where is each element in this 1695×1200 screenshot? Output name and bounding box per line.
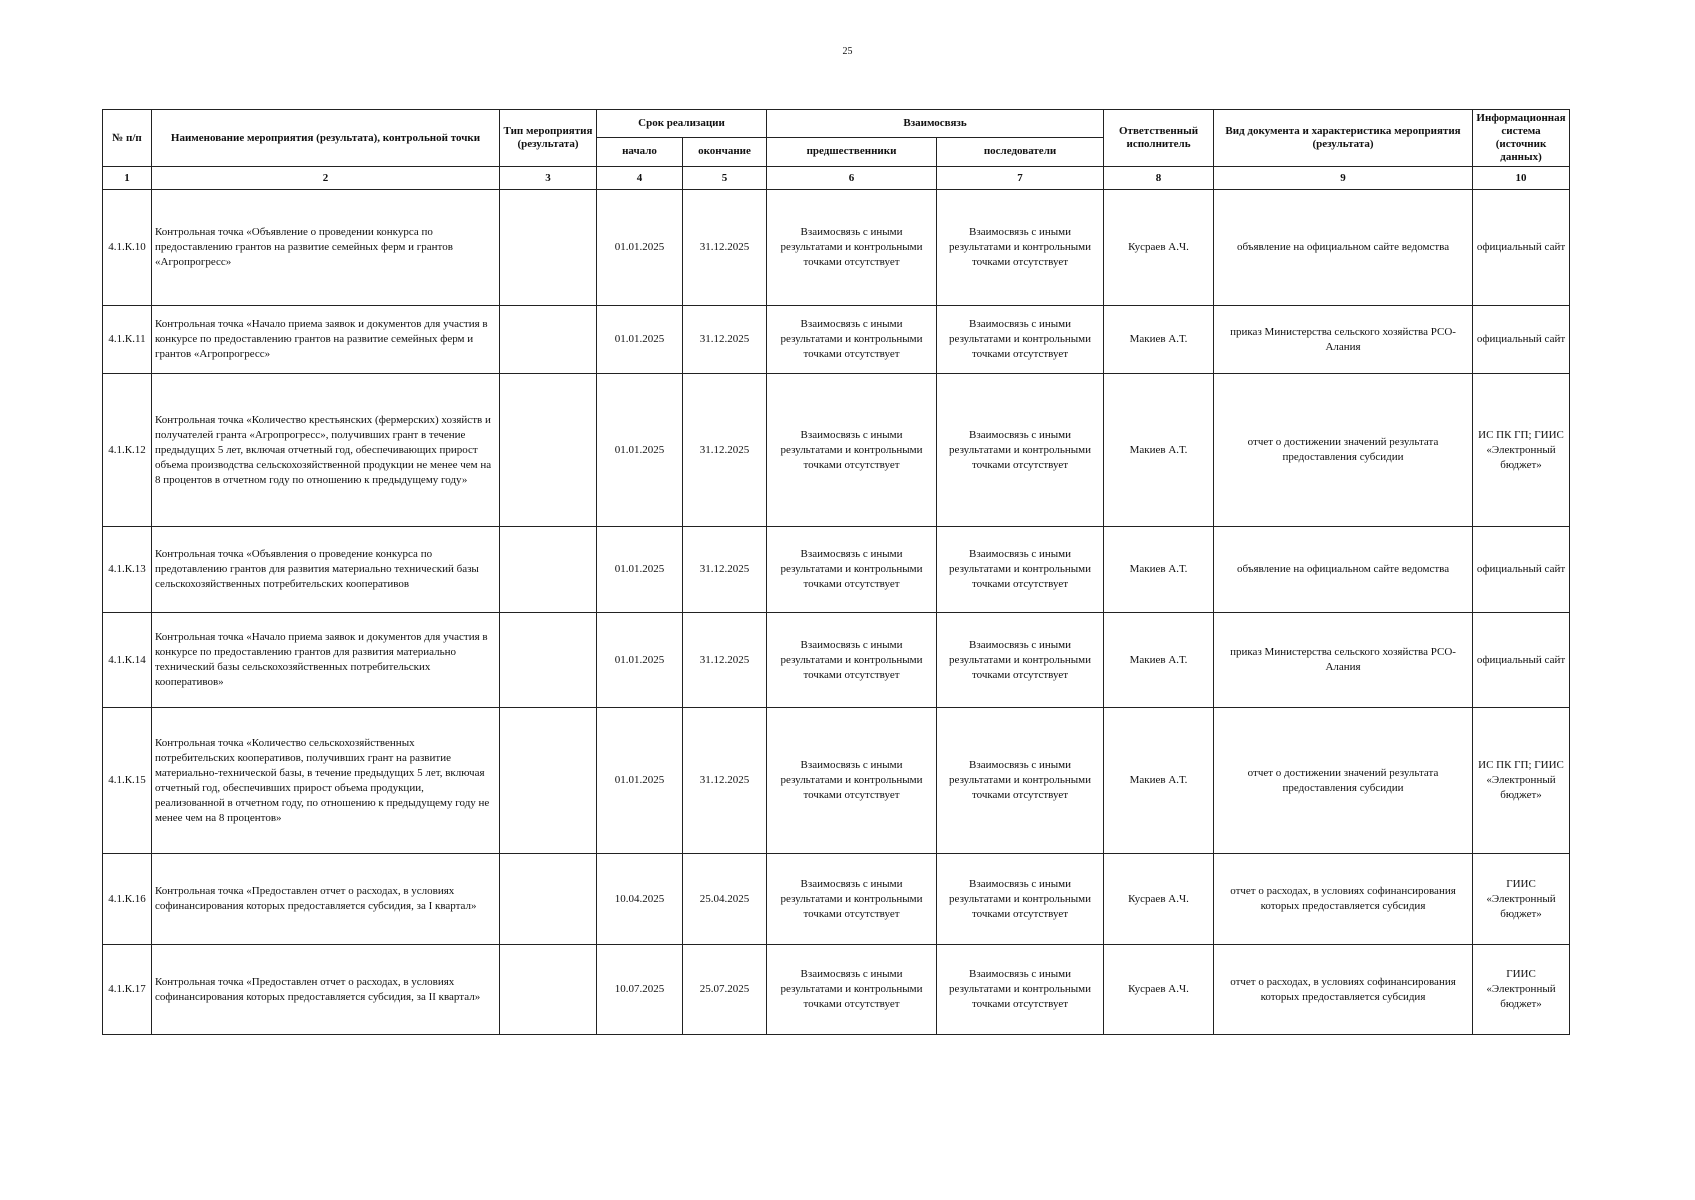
header-info: Информационная система (источник данных) — [1473, 110, 1570, 167]
row-start: 01.01.2025 — [597, 708, 683, 854]
row-responsible: Кусраев А.Ч. — [1104, 945, 1214, 1035]
row-start: 01.01.2025 — [597, 613, 683, 708]
row-document: отчет о расходах, в условиях софинансирования которых предоставляется субсидия — [1214, 945, 1473, 1035]
row-successors: Взаимосвязь с иными результатами и контрольными точками отсутствует — [937, 374, 1104, 527]
row-document: приказ Министерства сельского хозяйства РСО-Алания — [1214, 613, 1473, 708]
row-info-system: официальный сайт — [1473, 306, 1570, 374]
row-type — [500, 708, 597, 854]
row-end: 31.12.2025 — [683, 527, 767, 613]
column-number: 9 — [1214, 167, 1473, 190]
row-successors: Взаимосвязь с иными результатами и контрольными точками отсутствует — [937, 708, 1104, 854]
row-name: Контрольная точка «Количество крестьянских (фермерских) хозяйств и получателей гранта «Агропрогресс», получивших грант в течение предыдущих 5 лет, включая отчетный год, обеспечивающих прирост объема производства сельскохозяйственной продукции не менее чем на 8 процентов в отчетном году по отношению к предыдущему году» — [152, 374, 500, 527]
column-number: 7 — [937, 167, 1104, 190]
header-period: Срок реализации — [597, 110, 767, 138]
column-number: 5 — [683, 167, 767, 190]
row-predecessors: Взаимосвязь с иными результатами и контрольными точками отсутствует — [767, 854, 937, 945]
row-document: объявление на официальном сайте ведомства — [1214, 190, 1473, 306]
row-id: 4.1.К.14 — [103, 613, 152, 708]
row-id: 4.1.К.12 — [103, 374, 152, 527]
row-document: объявление на официальном сайте ведомства — [1214, 527, 1473, 613]
row-name: Контрольная точка «Начало приема заявок и документов для участия в конкурсе по предоставлению грантов на развитие семейных ферм и грантов «Агропрогресс» — [152, 306, 500, 374]
row-name: Контрольная точка «Начало приема заявок и документов для участия в конкурсе по предоставлению грантов для развития материально технический базы сельскохозяйственных потребительских кооперативов» — [152, 613, 500, 708]
header-start: начало — [597, 137, 683, 166]
row-id: 4.1.К.16 — [103, 854, 152, 945]
row-type — [500, 854, 597, 945]
row-id: 4.1.К.13 — [103, 527, 152, 613]
row-successors: Взаимосвязь с иными результатами и контрольными точками отсутствует — [937, 854, 1104, 945]
table-row — [103, 527, 1570, 613]
row-type — [500, 190, 597, 306]
row-end: 31.12.2025 — [683, 708, 767, 854]
row-predecessors: Взаимосвязь с иными результатами и контрольными точками отсутствует — [767, 190, 937, 306]
row-type — [500, 374, 597, 527]
header-end: окончание — [683, 137, 767, 166]
column-number: 1 — [103, 167, 152, 190]
table-row — [103, 945, 1570, 1035]
row-start: 10.04.2025 — [597, 854, 683, 945]
row-predecessors: Взаимосвязь с иными результатами и контрольными точками отсутствует — [767, 708, 937, 854]
table-row — [103, 708, 1570, 854]
row-type — [500, 306, 597, 374]
header-name: Наименование мероприятия (результата), контрольной точки — [152, 110, 500, 167]
row-predecessors: Взаимосвязь с иными результатами и контрольными точками отсутствует — [767, 527, 937, 613]
row-end: 25.07.2025 — [683, 945, 767, 1035]
table-row — [103, 374, 1570, 527]
row-info-system: ГИИС «Электронный бюджет» — [1473, 945, 1570, 1035]
row-info-system: ГИИС «Электронный бюджет» — [1473, 854, 1570, 945]
row-responsible: Макиев А.Т. — [1104, 306, 1214, 374]
row-document: отчет о расходах, в условиях софинансирования которых предоставляется субсидия — [1214, 854, 1473, 945]
row-id: 4.1.К.17 — [103, 945, 152, 1035]
column-number: 4 — [597, 167, 683, 190]
table-row — [103, 613, 1570, 708]
row-name: Контрольная точка «Предоставлен отчет о расходах, в условиях софинансирования которых предоставляется субсидия, за II квартал» — [152, 945, 500, 1035]
table-header — [103, 110, 1570, 190]
table-row — [103, 854, 1570, 945]
row-id: 4.1.К.11 — [103, 306, 152, 374]
header-type: Тип мероприятия (результата) — [500, 110, 597, 167]
row-info-system: официальный сайт — [1473, 527, 1570, 613]
row-start: 01.01.2025 — [597, 374, 683, 527]
row-id: 4.1.К.15 — [103, 708, 152, 854]
row-successors: Взаимосвязь с иными результатами и контрольными точками отсутствует — [937, 306, 1104, 374]
row-responsible: Макиев А.Т. — [1104, 613, 1214, 708]
row-responsible: Кусраев А.Ч. — [1104, 190, 1214, 306]
row-successors: Взаимосвязь с иными результатами и контрольными точками отсутствует — [937, 527, 1104, 613]
row-start: 10.07.2025 — [597, 945, 683, 1035]
header-successors: последователи — [937, 137, 1104, 166]
row-responsible: Кусраев А.Ч. — [1104, 854, 1214, 945]
row-start: 01.01.2025 — [597, 306, 683, 374]
table-row — [103, 306, 1570, 374]
row-start: 01.01.2025 — [597, 190, 683, 306]
row-type — [500, 613, 597, 708]
column-number: 8 — [1104, 167, 1214, 190]
row-start: 01.01.2025 — [597, 527, 683, 613]
header-predecessors: предшественники — [767, 137, 937, 166]
row-name: Контрольная точка «Количество сельскохозяйственных потребительских кооперативов, получивших грант на развитие материально-технической базы, в течение предыдущих 5 лет, включая отчетный год, обеспечивших прирост объема продукции, реализованной в отчетном году, по отношению к предыдущему году не менее чем на 8 процентов» — [152, 708, 500, 854]
column-number: 2 — [152, 167, 500, 190]
row-end: 25.04.2025 — [683, 854, 767, 945]
column-number: 6 — [767, 167, 937, 190]
row-successors: Взаимосвязь с иными результатами и контрольными точками отсутствует — [937, 190, 1104, 306]
row-id: 4.1.К.10 — [103, 190, 152, 306]
row-name: Контрольная точка «Объявление о проведении конкурса по предоставлению грантов на развитие семейных ферм и грантов «Агропрогресс» — [152, 190, 500, 306]
control-points-table — [102, 109, 1570, 1035]
row-info-system: официальный сайт — [1473, 613, 1570, 708]
row-end: 31.12.2025 — [683, 613, 767, 708]
row-document: отчет о достижении значений результата предоставления субсидии — [1214, 708, 1473, 854]
header-num: № п/п — [103, 110, 152, 167]
row-predecessors: Взаимосвязь с иными результатами и контрольными точками отсутствует — [767, 945, 937, 1035]
row-name: Контрольная точка «Предоставлен отчет о расходах, в условиях софинансирования которых предоставляется субсидия, за I квартал» — [152, 854, 500, 945]
row-responsible: Макиев А.Т. — [1104, 374, 1214, 527]
row-info-system: официальный сайт — [1473, 190, 1570, 306]
row-successors: Взаимосвязь с иными результатами и контрольными точками отсутствует — [937, 613, 1104, 708]
row-end: 31.12.2025 — [683, 306, 767, 374]
row-name: Контрольная точка «Объявления о проведение конкурса по предотавлению грантов для развития материально технический базы сельскохозяйственных потребительских кооперативов — [152, 527, 500, 613]
row-info-system: ИС ПК ГП; ГИИС «Электронный бюджет» — [1473, 374, 1570, 527]
row-type — [500, 527, 597, 613]
row-predecessors: Взаимосвязь с иными результатами и контрольными точками отсутствует — [767, 306, 937, 374]
row-predecessors: Взаимосвязь с иными результатами и контрольными точками отсутствует — [767, 613, 937, 708]
header-responsible: Ответственный исполнитель — [1104, 110, 1214, 167]
header-relation: Взаимосвязь — [767, 110, 1104, 138]
column-number: 3 — [500, 167, 597, 190]
row-document: приказ Министерства сельского хозяйства РСО-Алания — [1214, 306, 1473, 374]
column-number: 10 — [1473, 167, 1570, 190]
row-info-system: ИС ПК ГП; ГИИС «Электронный бюджет» — [1473, 708, 1570, 854]
table-body — [103, 190, 1570, 1035]
table-row — [103, 190, 1570, 306]
row-responsible: Макиев А.Т. — [1104, 527, 1214, 613]
row-successors: Взаимосвязь с иными результатами и контрольными точками отсутствует — [937, 945, 1104, 1035]
row-predecessors: Взаимосвязь с иными результатами и контрольными точками отсутствует — [767, 374, 937, 527]
row-responsible: Макиев А.Т. — [1104, 708, 1214, 854]
page-number: 25 — [842, 46, 853, 57]
row-end: 31.12.2025 — [683, 374, 767, 527]
row-type — [500, 945, 597, 1035]
header-doc: Вид документа и характеристика мероприятия (результата) — [1214, 110, 1473, 167]
row-end: 31.12.2025 — [683, 190, 767, 306]
row-document: отчет о достижении значений результата предоставления субсидии — [1214, 374, 1473, 527]
column-number-row — [103, 167, 1570, 190]
